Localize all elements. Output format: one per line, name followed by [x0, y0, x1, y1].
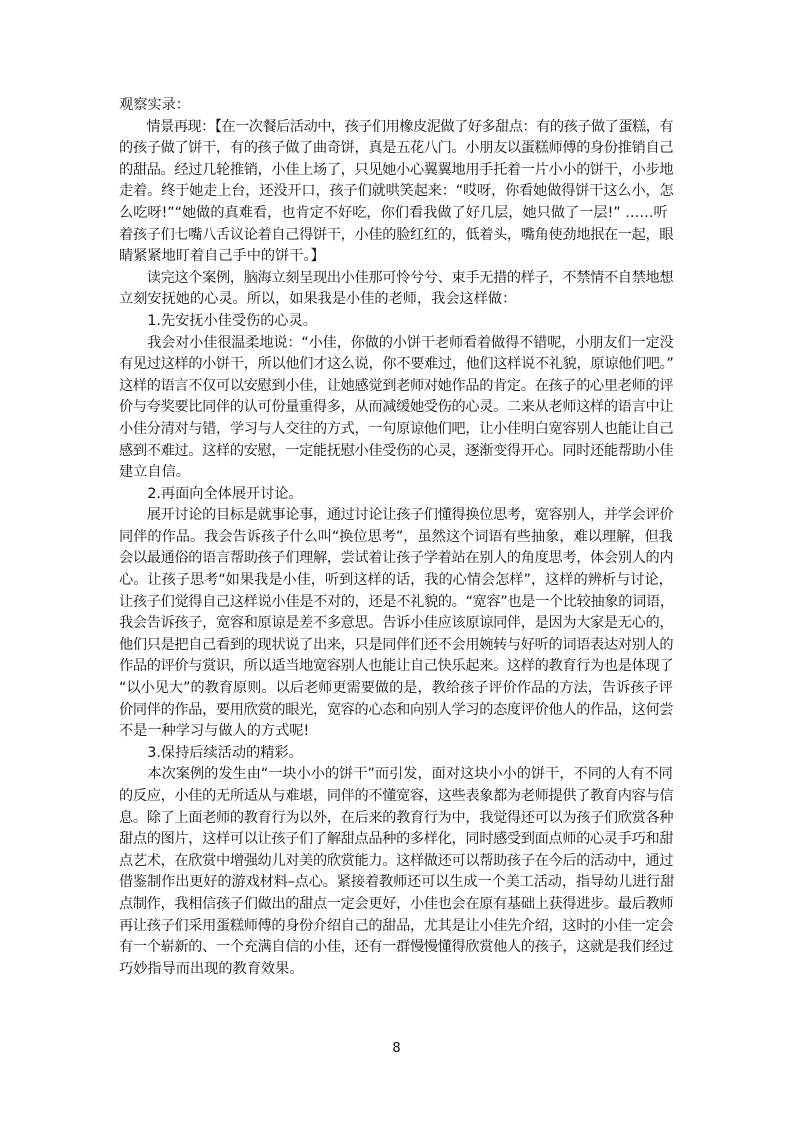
text-line: 同伴的作品。我会告诉孩子什么叫“换位思考”，虽然这个词语有些抽象，难以理解，但我: [119, 528, 673, 545]
text-line: 感到不难过。这样的安慰，一定能抚慰小佳受伤的心灵，逐渐变得开心。同时还能帮助小佳: [119, 442, 674, 459]
text-line: 他们只是把自己看到的现状说了出来，只是同伴们还不会用婉转与好听的词语表达对别人的: [119, 636, 674, 653]
text-line: 观察实录：: [119, 97, 190, 113]
text-line: 走着。终于她走上台，还没开口，孩子们就哄笑起来：“哎呀，你看她做得饼干这么小，怎: [119, 183, 674, 200]
text-line: 甜点的图片，这样可以让孩子们了解甜点品种的多样化，同时感受到面点师的心灵手巧和甜: [119, 831, 674, 848]
text-line: 的甜品。经过几轮推销，小佳上场了，只见她小心翼翼地用手托着一片小小的饼干，小步地: [119, 161, 674, 178]
body-text: [119, 95, 674, 980]
text-line: 有一个崭新的、一个充满自信的小佳，还有一群慢慢懂得欣赏他人的孩子，这就是我们经过: [119, 939, 674, 956]
text-line: 情景再现：【在一次餐后活动中，孩子们用橡皮泥做了好多甜点：有的孩子做了蛋糕，有: [119, 118, 674, 135]
text-line: 着孩子们七嘴八舌议论着自己得饼干，小佳的脸红红的，低着头，嘴角使劲地抿在一起，眼: [119, 226, 674, 243]
text-line: 我会对小佳很温柔地说：“小佳，你做的小饼干老师看着做得不错呢，小朋友们一定没: [119, 334, 674, 351]
text-line: 不是一种学习与做人的方式呢!: [119, 723, 310, 740]
page-number: 8: [392, 1041, 401, 1056]
text-line: 巧妙指导而出现的教育效果。: [119, 960, 304, 977]
text-line: 借鉴制作出更好的游戏材料–点心。紧接着教师还可以生成一个美工活动，指导幼儿进行甜: [119, 874, 674, 891]
text-line: 本次案例的发生由“一块小小的饼干”而引发，面对这块小小的饼干，不同的人有不同: [119, 766, 673, 783]
text-line: 的孩子做了饼干，有的孩子做了曲奇饼，真是五花八门。小朋友以蛋糕师傅的身份推销自己: [119, 140, 674, 157]
text-line: 作品的评价与赏识，所以适当地宽容别人也能让自己快乐起来。这样的教育行为也是体现了: [119, 658, 674, 675]
text-line: 建立自信。: [119, 464, 190, 481]
text-line: 1.先安抚小佳受伤的心灵。: [119, 312, 317, 329]
text-line: 小佳分清对与错，学习与人交往的方式，一句原谅他们吧，让小佳明白宽容别人也能让自己: [119, 420, 674, 437]
text-line: 么吃呀!”“她做的真难看，也肯定不好吃，你们看我做了好几层，她只做了一层!” ……听: [119, 204, 668, 221]
text-line: 会以最通俗的语言帮助孩子们理解，尝试着让孩子学着站在别人的角度思考，体会别人的内: [119, 550, 674, 567]
text-line: 息。除了上面老师的教育行为以外，在后来的教育行为中，我觉得还可以为孩子们欣赏各种: [119, 809, 674, 826]
text-line: 点艺术，在欣赏中增强幼儿对美的欣赏能力。这样做还可以帮助孩子在今后的活动中，通过: [119, 852, 674, 869]
text-line: 读完这个案例，脑海立刻呈现出小佳那可怜兮兮、束手无措的样子，不禁情不自禁地想: [119, 269, 674, 286]
text-line: 这样的语言不仅可以安慰到小佳，让她感觉到老师对她作品的肯定。在孩子的心里老师的评: [119, 377, 674, 394]
text-line: 的反应，小佳的无所适从与难堪，同伴的不懂宽容，这些表象都为老师提供了教育内容与信: [119, 788, 674, 804]
text-line: 3.保持后续活动的精彩。: [119, 744, 303, 761]
text-line: 价与夸奖要比同伴的认可份量重得多，从而减缓她受伤的心灵。二来从老师这样的语言中让: [119, 399, 674, 416]
text-line: “以小见大”的教育原则。以后老师更需要做的是，教给孩子评价作品的方法，告诉孩子评: [119, 680, 673, 697]
text-line: 睛紧紧地盯着自己手中的饼干。】: [119, 248, 325, 265]
text-line: 有见过这样的小饼干，所以他们才这么说，你不要难过，他们这样说不礼貌，原谅他们吧。”: [119, 356, 674, 373]
text-line: 2.再面向全体展开讨论。: [119, 485, 303, 502]
text-line: 让孩子们觉得自己这样说小佳是不对的，还是不礼貌的。“宽容”也是一个比较抽象的词语，: [119, 593, 674, 610]
text-line: 展开讨论的目标是就事论事，通过讨论让孩子们懂得换位思考，宽容别人，并学会评价: [119, 507, 674, 524]
text-line: 心。让孩子思考“如果我是小佳，听到这样的话，我的心情会怎样”，这样的辨析与讨论，: [119, 572, 673, 589]
text-line: 价同伴的作品，要用欣赏的眼光，宽容的心态和向别人学习的态度评价他人的作品，这何尝: [119, 701, 674, 718]
text-line: 我会告诉孩子，宽容和原谅是差不多意思。告诉小佳应该原谅同伴，是因为大家是无心的，: [119, 615, 674, 632]
text-line: 点制作，我相信孩子们做出的甜点一定会更好，小佳也会在原有基础上获得进步。最后教师: [119, 895, 674, 912]
text-line: 再让孩子们采用蛋糕师傅的身份介绍自己的甜品，尤其是让小佳先介绍，这时的小佳一定会: [119, 917, 674, 934]
text-line: 立刻安抚她的心灵。所以，如果我是小佳的老师，我会这样做：: [119, 291, 517, 308]
